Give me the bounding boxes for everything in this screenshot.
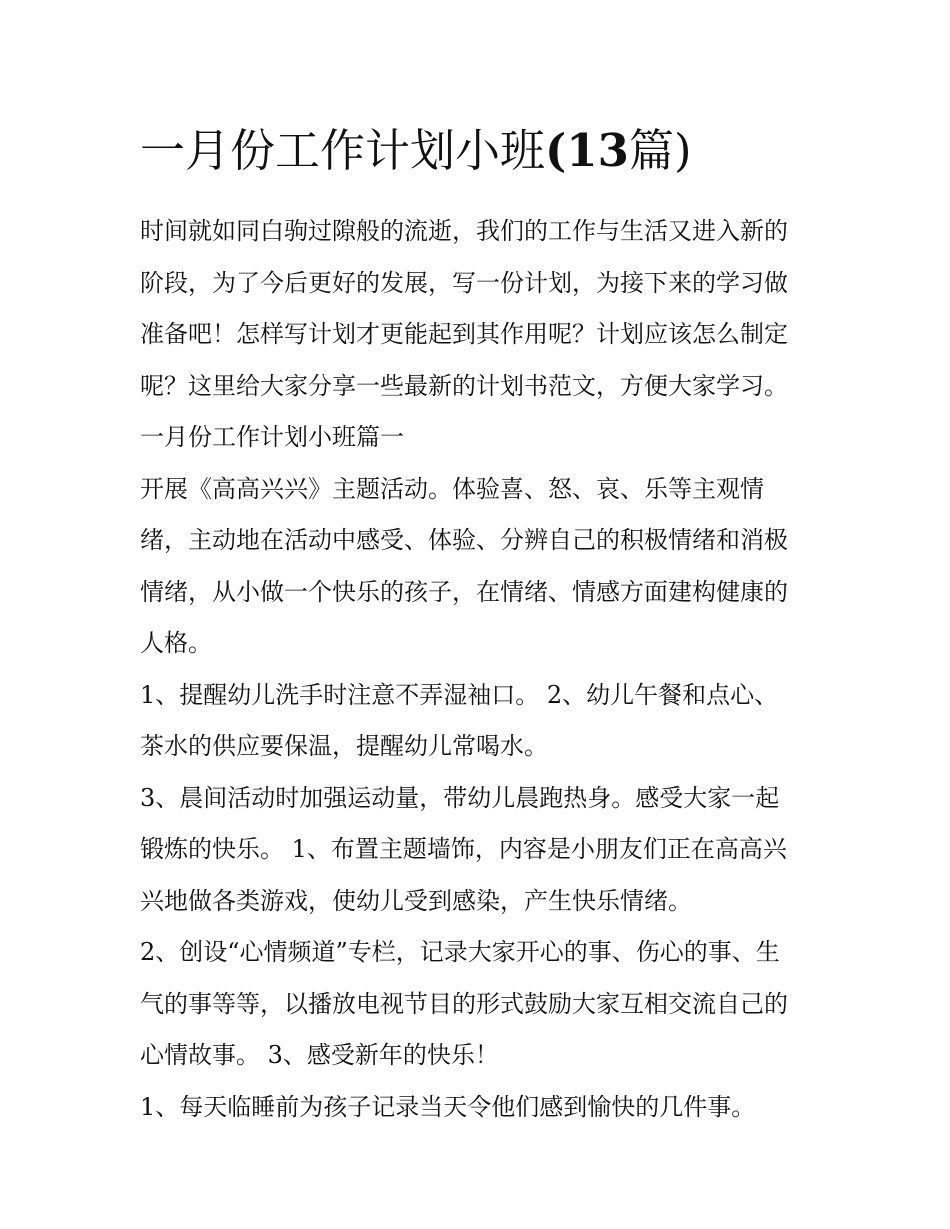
- text-line: 开展《高高兴兴》主题活动。体验喜、怒、哀、乐等主观情: [140, 474, 764, 503]
- care-paragraph: [140, 670, 820, 773]
- text-line: 一月份工作计划小班篇一: [140, 423, 404, 451]
- text-line: 气的事等等，以播放电视节目的形式鼓励大家互相交流自己的: [140, 989, 788, 1018]
- intro-paragraph: [140, 206, 820, 412]
- document-title: [140, 118, 820, 184]
- theme-paragraph: [140, 464, 820, 670]
- text-line: 2、创设“心情频道”专栏，记录大家开心的事、伤心的事、生: [140, 938, 780, 966]
- text-line: 人格。: [140, 629, 212, 657]
- text-line: 兴地做各类游戏，使幼儿受到感染，产生快乐情绪。: [140, 886, 692, 915]
- text-line: 1、每天临睡前为孩子记录当天令他们感到愉快的几件事。: [140, 1092, 756, 1121]
- title-unit: 篇): [628, 124, 692, 177]
- document-body: [140, 118, 820, 1133]
- text-line: 心情故事。 3、感受新年的快乐！: [140, 1041, 499, 1069]
- text-line: 阶段，为了今后更好的发展，写一份计划，为接下来的学习做: [140, 268, 788, 297]
- text-line: 时间就如同白驹过隙般的流逝，我们的工作与生活又进入新的: [140, 217, 788, 245]
- text-line: 准备吧！怎样写计划才更能起到其作用呢？计划应该怎么制定: [140, 320, 788, 348]
- section-heading: [140, 412, 820, 464]
- text-line: 绪，主动地在活动中感受、体验、分辨自己的积极情绪和消极: [140, 526, 788, 554]
- text-line: 1、提醒幼儿洗手时注意不弄湿袖口。 2、幼儿午餐和点心、: [140, 680, 779, 709]
- title-count: (13: [545, 124, 629, 177]
- activity-paragraph: [140, 773, 820, 928]
- bedtime-paragraph: [140, 1082, 820, 1134]
- text-line: 锻炼的快乐。 1、布置主题墙饰，内容是小朋友们正在高高兴: [140, 835, 787, 863]
- text-line: 3、晨间活动时加强运动量，带幼儿晨跑热身。感受大家一起: [140, 783, 780, 812]
- text-line: 茶水的供应要保温，提醒幼儿常喝水。: [140, 732, 548, 760]
- mood-channel-paragraph: [140, 927, 820, 1082]
- text-line: 呢？这里给大家分享一些最新的计划书范文，方便大家学习。: [140, 371, 788, 400]
- text-line: 情绪，从小做一个快乐的孩子，在情绪、情感方面建构健康的: [140, 577, 788, 606]
- title-main: 一月份工作计划小班: [140, 124, 546, 177]
